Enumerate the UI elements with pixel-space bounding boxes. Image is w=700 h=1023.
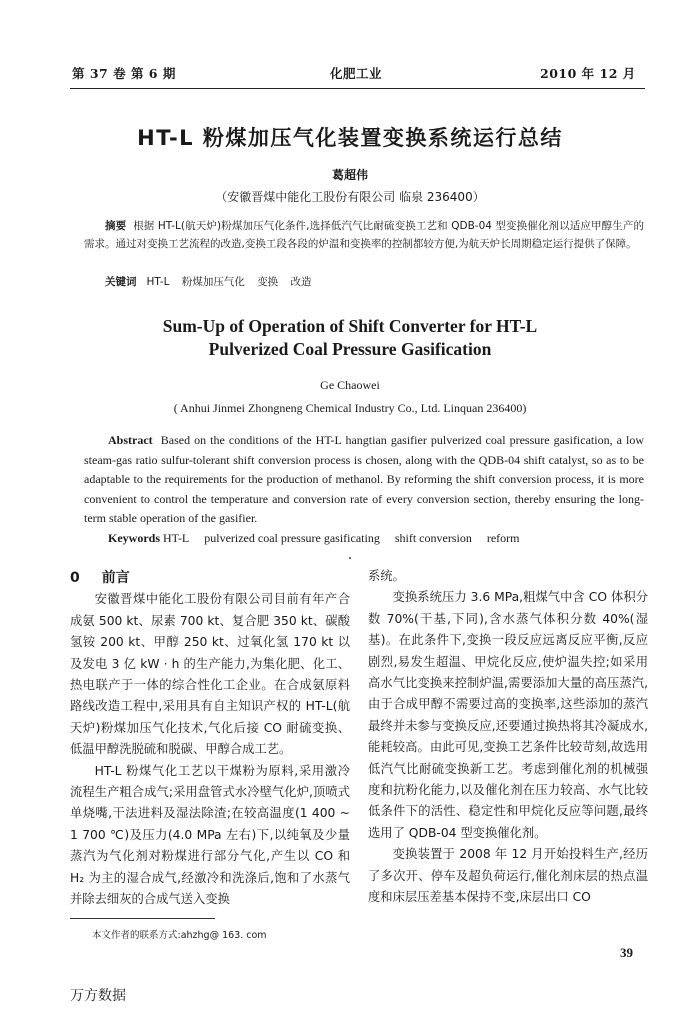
- keyword-zh-item: 改造: [290, 276, 312, 288]
- keywords-en: [84, 529, 668, 547]
- footnote: 本文作者的联系方式:ahzhg@ 163. com: [92, 930, 267, 941]
- author-en: Ge Chaowei: [320, 378, 380, 392]
- right-paragraph-2: 变换装置于 2008 年 12 月开始投料生产,经历了多次开、停车及超负荷运行,催化剂床层的热点温度和床层压差基本保持不变,床层出口 CO: [368, 847, 648, 905]
- title-zh: HT-L 粉煤加压气化装置变换系统运行总结: [137, 126, 563, 150]
- right-column: [368, 566, 648, 909]
- keywords-en-label: Keywords: [108, 531, 160, 545]
- keyword-zh-item: HT-L: [146, 276, 170, 288]
- watermark: 万方数据: [70, 988, 126, 1004]
- title-en-line2: Pulverized Coal Pressure Gasification: [208, 339, 492, 359]
- section-number: 0: [70, 570, 80, 586]
- abstract-zh: [84, 218, 644, 253]
- keyword-zh-item: 粉煤加压气化: [181, 276, 245, 288]
- left-column: [70, 568, 350, 911]
- abstract-zh-text: 根据 HT-L(航天炉)粉煤加压气化条件,选择低汽气比耐硫变换工艺和 QDB-04 型变换催化剂以适应甲醇生产的需求。通过对变换工艺流程的改造,变换工段各段的炉温和变换率的控制都较方便,为航天炉长周期稳定运行提供了保障。: [84, 220, 644, 250]
- header-rule: [70, 88, 645, 89]
- title-en: [0, 315, 700, 361]
- keyword-en-item: pulverized coal pressure gasificating: [204, 531, 380, 545]
- header-date: 2010 年 12 月: [540, 66, 636, 81]
- header-volume-issue: 第 37 卷 第 6 期: [72, 66, 176, 81]
- abstract-zh-label: 摘要: [105, 220, 127, 232]
- keywords-zh-label: 关键词: [105, 276, 137, 288]
- keyword-en-item: shift conversion: [394, 531, 472, 545]
- right-paragraph-1: 变换系统压力 3.6 MPa,粗煤气中含 CO 体积分数 70%(干基,下同),含水蒸气体积分数 40%(湿基)。在此条件下,变换一段反应远离反应平衡,反应剧烈,易发生超温、甲烷化反应,使炉温失控;如采用高水气比变换来控制炉温,需要添加大量的高压蒸汽,由于合成甲醇不需要过高的变换率,这些添加的蒸汽最终并未参与变换反应,还要通过换热将其冷凝成水,能耗较高。由此可见,变换工艺条件比较苛刻,故选用低汽气比耐硫变换新工艺。考虑到催化剂的机械强度和抗粉化能力,以及催化剂在压力较高、水气比较低条件下的活性、稳定性和甲烷化反应等问题,最终选用了 QDB-04 型变换催化剂。: [368, 590, 648, 840]
- abstract-en-text: Based on the conditions of the HT-L hangtian gasifier pulverized coal pressure gasification, a low steam-gas ratio sulfur-tolerant shift conversion process is chosen, along with the QDB-04 shift catalyst, so as to be adaptable to the requirements for the production of methanol. By reforming the shift conversion process, it is more convenient to control the temperature and conversion rate of every conversion section, thereby ensuring the long-term stable operation of the gasifier.: [84, 433, 645, 525]
- affiliation-zh: （安徽晋煤中能化工股份有限公司 临泉 236400）: [215, 190, 485, 204]
- right-paragraph-0: 系统。: [368, 569, 405, 583]
- left-paragraph-1: 安徽晋煤中能化工股份有限公司目前有年产合成氨 500 kt、尿素 700 kt、复合肥 350 kt、碳酸氢铵 200 kt、甲醇 250 kt、过氧化氢 170 kt 以及发电 3 亿 kW · h 的生产能力,为集化肥、化工、热电联产于一体的综合性化工企业。在合成氨原料路线改造工程中,采用具有自主知识产权的 HT-L(航天炉)粉煤加压气化技术,气化后接 CO 耐硫变换、低温甲醇洗脱硫和脱碳、甲醇合成工艺。: [70, 592, 350, 757]
- keyword-en-item: reform: [486, 531, 520, 545]
- footnote-rule: [70, 918, 215, 919]
- author-zh: 葛超伟: [331, 168, 368, 182]
- separator-dot: [349, 557, 351, 559]
- page-number: 39: [620, 945, 633, 960]
- left-paragraph-2: HT-L 粉煤气化工艺以干煤粉为原料,采用激冷流程生产粗合成气;采用盘管式水冷壁气化炉,顶喷式单烧嘴,干法进料及湿法除渣;在较高温度(1 400 ~ 1 700 ℃)及压力(4.0 MPa 左右)下,以纯氧及少量蒸汽为气化剂对粉煤进行部分气化,产生以 CO 和 H₂ 为主的湿合成气,经激冷和洗涤后,饱和了水蒸气并除去细灰的合成气送入变换: [70, 763, 350, 907]
- abstract-en: [84, 431, 644, 529]
- keyword-en-item: HT-L: [163, 531, 190, 545]
- section-heading: [70, 568, 350, 589]
- affiliation-en: ( Anhui Jinmei Zhongneng Chemical Industry Co., Ltd. Linquan 236400): [173, 401, 527, 415]
- section-title: 前言: [101, 570, 130, 586]
- abstract-en-label: Abstract: [108, 433, 153, 447]
- header-journal: 化肥工业: [330, 66, 383, 81]
- title-en-line1: Sum-Up of Operation of Shift Converter for HT-L: [162, 316, 538, 336]
- keywords-zh: [84, 274, 665, 291]
- keyword-zh-item: 变换: [257, 276, 279, 288]
